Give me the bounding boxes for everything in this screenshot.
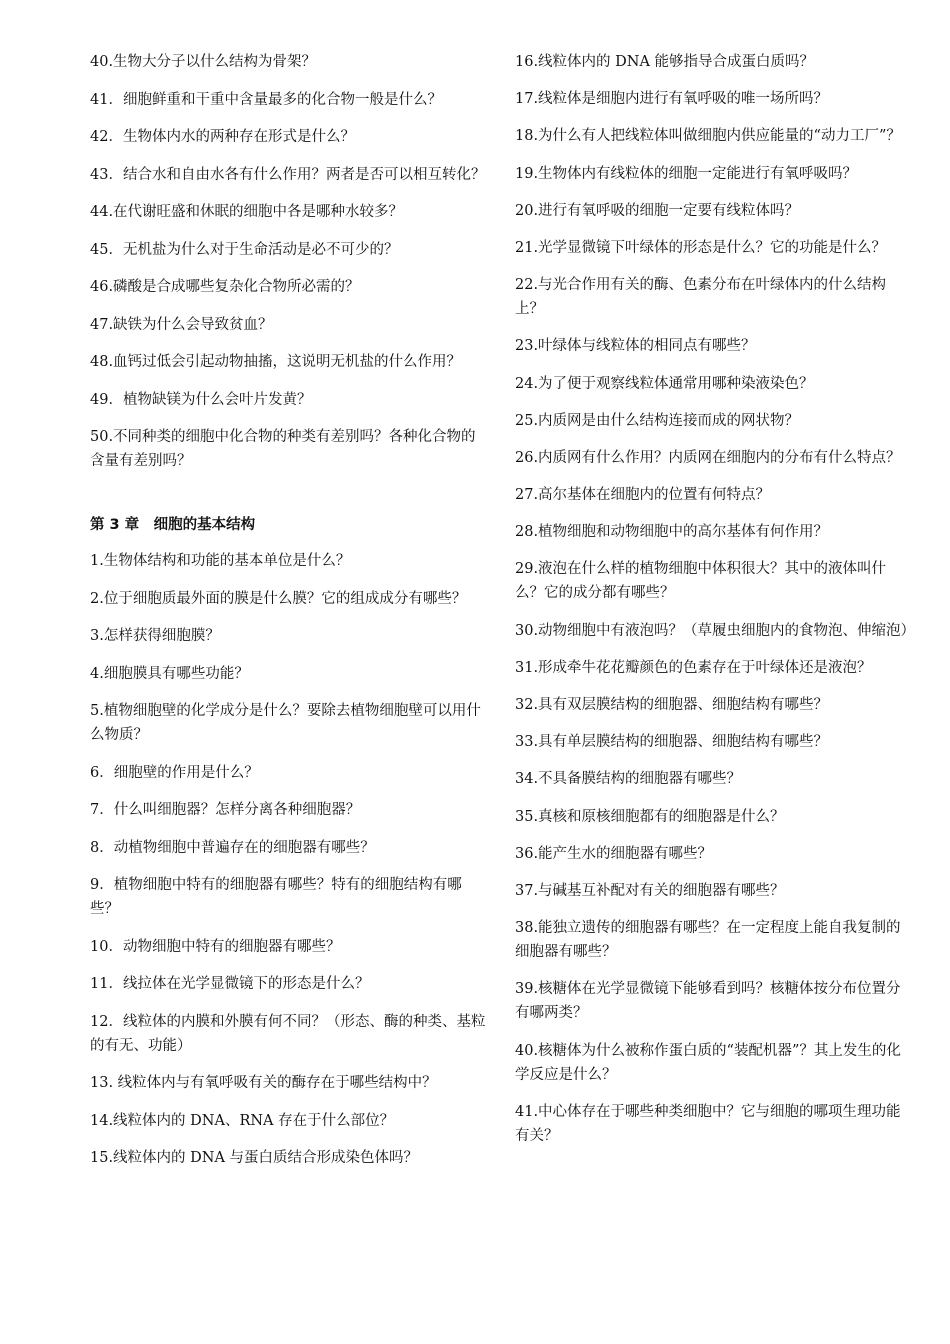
question-item: 8．动植物细胞中普遍存在的细胞器有哪些？ xyxy=(90,839,375,856)
question-item: 18.为什么有人把线粒体叫做细胞内供应能量的“动力工厂”？ xyxy=(515,128,901,145)
question-item: 32.具有双层膜结构的细胞器、细胞结构有哪些？ xyxy=(515,697,829,713)
question-item: 44.在代谢旺盛和休眠的细胞中各是哪种水较多？ xyxy=(90,204,404,220)
question-item: 6．细胞壁的作用是什么？ xyxy=(90,764,259,781)
question-item: 50.不同种类的细胞中化合物的种类有差别吗？各种化合物的含量有差别吗？ xyxy=(90,429,476,469)
question-item: 36.能产生水的细胞器有哪些？ xyxy=(515,845,713,862)
question-item: 27.高尔基体在细胞内的位置有何特点？ xyxy=(515,487,771,504)
question-item: 19.生物体内有线粒体的细胞一定能进行有氧呼吸吗？ xyxy=(515,165,858,182)
question-item: 3.怎样获得细胞膜？ xyxy=(90,628,220,644)
question-item: 11．线拉体在光学显微镜下的形态是什么？ xyxy=(90,976,370,992)
question-item: 28.植物细胞和动物细胞中的高尔基体有何作用？ xyxy=(515,524,829,541)
question-item: 21.光学显微镜下叶绿体的形态是什么？它的功能是什么？ xyxy=(515,239,887,256)
question-item: 41.中心体存在于哪些种类细胞中？它与细胞的哪项生理功能有关？ xyxy=(515,1103,901,1144)
question-item: 40.核糖体为什么被称作蛋白质的“装配机器”？其上发生的化学反应是什么？ xyxy=(515,1042,901,1083)
question-item: 22.与光合作用有关的酶、色素分布在叶绿体内的什么结构上？ xyxy=(515,277,887,318)
question-item: 37.与碱基互补配对有关的细胞器有哪些？ xyxy=(515,882,785,899)
question-item: 48.血钙过低会引起动物抽搐，这说明无机盐的什么作用？ xyxy=(90,354,462,370)
question-item: 40.生物大分子以什么结构为骨架？ xyxy=(90,54,317,70)
question-item: 7．什么叫细胞器？怎样分离各种细胞器？ xyxy=(90,802,361,818)
question-item: 39.核糖体在光学显微镜下能够看到吗？核糖体按分布位置分有哪两类？ xyxy=(515,981,901,1022)
question-item: 24.为了便于观察线粒体通常用哪种染液染色？ xyxy=(515,375,814,392)
question-item: 16.线粒体内的 DNA 能够指导合成蛋白质吗？ xyxy=(515,54,815,70)
question-item: 33.具有单层膜结构的细胞器、细胞结构有哪些？ xyxy=(515,734,829,751)
question-item: 43．结合水和自由水各有什么作用？两者是否可以相互转化？ xyxy=(90,166,486,183)
question-item: 47.缺铁为什么会导致贫血？ xyxy=(90,316,273,333)
question-item: 34.不具备膜结构的细胞器有哪些？ xyxy=(515,771,742,788)
question-item: 46.磷酸是合成哪些复杂化合物所必需的？ xyxy=(90,279,360,295)
question-item: 29.液泡在什么样的植物细胞中体积很大？其中的液体叫什么？它的成分都有哪些？ xyxy=(515,561,887,602)
question-item: 13. 线粒体内与有氧呼吸有关的酶存在于哪些结构中？ xyxy=(90,1075,437,1091)
question-item: 42．生物体内水的两种存在形式是什么？ xyxy=(90,129,355,145)
question-item: 45．无机盐为什么对于生命活动是必不可少的？ xyxy=(90,241,399,258)
question-item: 20.进行有氧呼吸的细胞一定要有线粒体吗？ xyxy=(515,202,800,219)
question-item: 38.能独立遗传的细胞器有哪些？在一定程度上能自我复制的细胞器有哪些？ xyxy=(515,920,901,961)
question-item: 30.动物细胞中有液泡吗？（草履虫细胞内的食物泡、伸缩泡） xyxy=(515,622,916,639)
question-item: 26.内质网有什么作用？内质网在细胞内的分布有什么特点？ xyxy=(515,449,901,466)
chapter-heading: 第 3 章 细胞的基本结构 xyxy=(90,517,256,533)
question-item: 35.真核和原核细胞都有的细胞器是什么？ xyxy=(515,808,785,825)
question-item: 31.形成牵牛花花瓣颜色的色素存在于叶绿体还是液泡？ xyxy=(515,659,872,676)
question-item: 49．植物缺镁为什么会叶片发黄？ xyxy=(90,391,312,408)
question-item: 2.位于细胞质最外面的膜是什么膜？它的组成成分有哪些？ xyxy=(90,590,467,607)
question-item: 14.线粒体内的 DNA、RNA 存在于什么部位？ xyxy=(90,1112,395,1129)
question-item: 15.线粒体内的 DNA 与蛋白质结合形成染色体吗？ xyxy=(90,1150,419,1166)
question-item: 10．动物细胞中特有的细胞器有哪些？ xyxy=(90,938,341,955)
question-item: 23.叶绿体与线粒体的相同点有哪些？ xyxy=(515,338,756,355)
left-column xyxy=(90,50,490,1184)
question-item: 12．线粒体的内膜和外膜有何不同？（形态、酶的种类、基粒的有无、功能） xyxy=(90,1013,486,1054)
question-item: 9．植物细胞中特有的细胞器有哪些？特有的细胞结构有哪些？ xyxy=(90,877,462,917)
question-item: 41．细胞鲜重和干重中含量最多的化合物一般是什么？ xyxy=(90,91,442,108)
question-item: 17.线粒体是细胞内进行有氧呼吸的唯一场所吗？ xyxy=(515,91,829,108)
question-item: 25.内质网是由什么结构连接而成的网状物？ xyxy=(515,412,800,429)
question-item: 1.生物体结构和功能的基本单位是什么？ xyxy=(90,553,351,569)
question-item: 4.细胞膜具有哪些功能？ xyxy=(90,665,249,682)
question-item: 5.植物细胞壁的化学成分是什么？要除去植物细胞壁可以用什么物质？ xyxy=(90,703,481,743)
right-column xyxy=(515,50,916,1161)
